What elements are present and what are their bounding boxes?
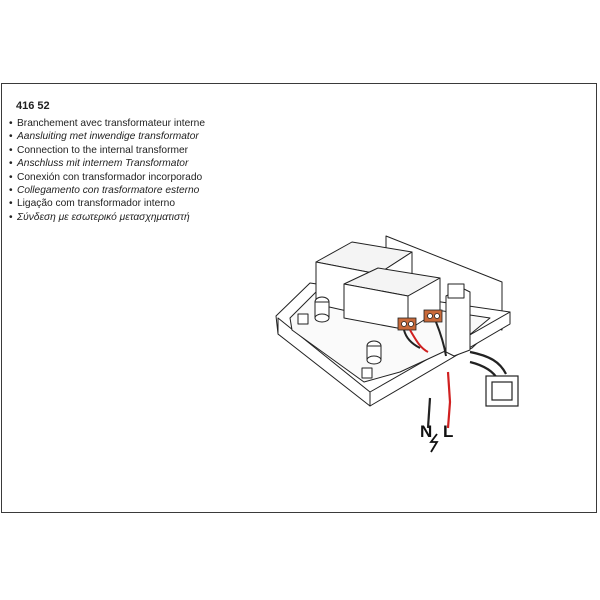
instruction-line-el: • Σύνδεση με εσωτερικό μετασχηματιστή (9, 211, 190, 223)
instruction-line-de: • Anschluss mit internem Transformator (9, 158, 189, 170)
live-label: L (443, 422, 454, 441)
foot-front (362, 368, 372, 378)
instruction-line-en: • Connection to the internal transformer (9, 144, 189, 156)
instruction-line-it: • Collegamento con trasformatore esterno (9, 185, 200, 197)
wire-live (448, 372, 450, 428)
instruction-line-fr: • Branchement avec transformateur interne (9, 118, 205, 129)
wall-switch-rocker (492, 382, 512, 400)
instruction-line-es: • Conexión con transformador incorporado (9, 171, 203, 183)
post-cap (448, 284, 464, 298)
neutral-label: N (420, 422, 433, 441)
foot-left (298, 314, 308, 324)
product-code: 416 52 (16, 100, 50, 112)
instruction-line-nl: • Aansluiting met inwendige transformator (9, 131, 199, 143)
instruction-line-pt: • Ligação com transformador interno (9, 198, 175, 210)
